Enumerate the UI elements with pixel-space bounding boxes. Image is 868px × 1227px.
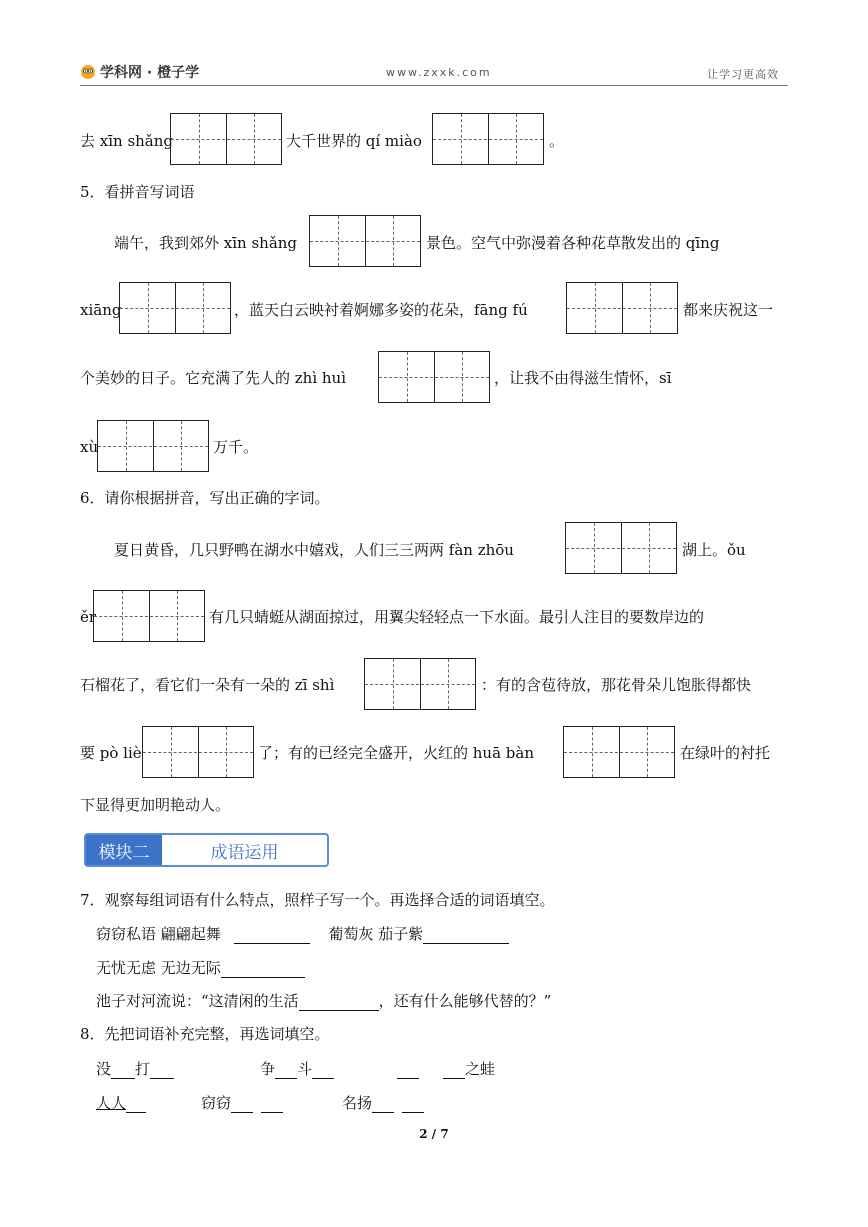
module-banner	[84, 833, 329, 867]
answer-blank[interactable]	[312, 1062, 334, 1079]
q5-line3a: 个美妙的日子。它充满了先人的 zhì huì	[80, 369, 347, 387]
answer-box[interactable]	[563, 726, 675, 778]
answer-blank[interactable]	[299, 994, 379, 1011]
q7-row2-text: 无忧无虑 无边无际	[96, 959, 221, 977]
answer-box[interactable]	[97, 420, 209, 472]
logo-text: 学科网 · 橙子学	[100, 65, 200, 81]
site-logo	[80, 62, 199, 82]
q6-line2b: 有几只蜻蜓从湖面掠过，用翼尖轻轻点一下水面。最引人注目的要数岸边的	[209, 608, 705, 626]
q7-title: 7．观察每组词语有什么特点，照样子写一个。再选择合适的词语填空。	[80, 891, 555, 909]
q6-line5: 下显得更加明艳动人。	[80, 796, 231, 814]
q8-c1a: 没	[96, 1060, 112, 1078]
answer-blank[interactable]	[372, 1096, 394, 1113]
q6-line4b: 了；有的已经完全盛开，火红的 huā bàn	[258, 744, 535, 762]
q8-c2a: 争	[260, 1060, 276, 1078]
answer-blank[interactable]	[275, 1062, 297, 1079]
q8-c1b: 打	[135, 1060, 151, 1078]
q6-line4c: 在绿叶的衬托	[680, 744, 771, 762]
q5-line2b: ，蓝天白云映衬着婀娜多姿的花朵，fāng fú	[234, 301, 528, 319]
q8-c5: 窃窃	[201, 1094, 232, 1112]
answer-box[interactable]	[432, 113, 544, 165]
q8-row1	[96, 1059, 174, 1079]
header-url: www.zxxk.com	[386, 66, 492, 79]
answer-box[interactable]	[309, 215, 421, 267]
q8-title: 8．先把词语补充完整，再选词填空。	[80, 1025, 330, 1043]
q5-title: 5．看拼音写词语	[80, 183, 195, 201]
q7-row1a: 窃窃私语 翩翩起舞	[96, 925, 221, 943]
logo-icon	[80, 64, 96, 80]
q7-row2	[96, 958, 305, 978]
q5-line1b: 景色。空气中弥漫着各种花草散发出的 qīng	[426, 234, 720, 252]
answer-box[interactable]	[364, 658, 476, 710]
q8-row2-mid	[201, 1093, 283, 1113]
answer-blank[interactable]	[261, 1096, 283, 1113]
header-slogan: 让学习更高效	[707, 68, 779, 81]
line-top-prefix: 去 xīn shǎng	[80, 132, 174, 150]
q8-c4: 人人	[96, 1094, 127, 1112]
q8-row1-end	[397, 1059, 495, 1079]
line-top-middle: 大千世界的 qí miào	[286, 132, 422, 150]
q8-c2b: 斗	[297, 1060, 313, 1078]
q8-c3: 之蛙	[465, 1060, 496, 1078]
page-number: 2 / 7	[419, 1127, 449, 1141]
q5-line1a: 端午，我到郊外 xīn shǎng	[114, 234, 298, 252]
answer-box[interactable]	[170, 113, 282, 165]
q8-c6: 名扬	[342, 1094, 373, 1112]
q5-line4a: xù	[80, 438, 99, 456]
q5-line3b: ，让我不由得滋生情怀，sī	[494, 369, 672, 387]
answer-blank[interactable]	[423, 927, 509, 944]
answer-blank[interactable]	[397, 1062, 419, 1079]
answer-blank[interactable]	[231, 1096, 253, 1113]
answer-blank[interactable]	[111, 1062, 135, 1079]
module-tag: 模块二	[86, 835, 162, 865]
q7-row1b: 葡萄灰 茄子紫	[328, 925, 424, 943]
q8-row2-end	[342, 1093, 424, 1113]
answer-box[interactable]	[378, 351, 490, 403]
q6-line1b: 湖上。ǒu	[682, 541, 746, 559]
q7-row1	[96, 924, 509, 944]
answer-box[interactable]	[93, 590, 205, 642]
q6-title: 6．请你根据拼音，写出正确的字词。	[80, 489, 330, 507]
q5-line2a: xiāng	[80, 301, 122, 319]
q6-line3a: 石榴花了，看它们一朵有一朵的 zī shì	[80, 676, 335, 694]
module-name: 成语运用	[210, 842, 279, 863]
line-top-end: 。	[549, 132, 565, 150]
answer-blank[interactable]	[402, 1096, 424, 1113]
q6-line1a: 夏日黄昏，几只野鸭在湖水中嬉戏，人们三三两两 fàn zhōu	[114, 541, 514, 559]
answer-box[interactable]	[142, 726, 254, 778]
answer-blank[interactable]	[126, 1096, 146, 1113]
answer-box[interactable]	[565, 522, 677, 574]
q7-row3a: 池子对河流说：“这清闲的生活	[96, 992, 299, 1010]
answer-blank[interactable]	[443, 1062, 465, 1079]
answer-blank[interactable]	[221, 961, 305, 978]
header-divider	[80, 85, 788, 86]
answer-box[interactable]	[566, 282, 678, 334]
q5-line4b: 万千。	[213, 438, 259, 456]
answer-blank[interactable]	[150, 1062, 174, 1079]
q8-row1-mid	[260, 1059, 334, 1079]
q7-row3	[96, 991, 551, 1011]
answer-blank[interactable]	[234, 927, 310, 944]
q6-line2a: ěr	[80, 608, 97, 626]
q5-line2c: 都来庆祝这一	[683, 301, 774, 319]
answer-box[interactable]	[119, 282, 231, 334]
q6-line4a: 要 pò liè	[80, 744, 142, 762]
q6-line3b: ：有的含苞待放，那花骨朵儿饱胀得都快	[481, 676, 752, 694]
q8-row2	[96, 1093, 146, 1113]
q7-row3b: ，还有什么能够代替的？”	[378, 992, 552, 1010]
